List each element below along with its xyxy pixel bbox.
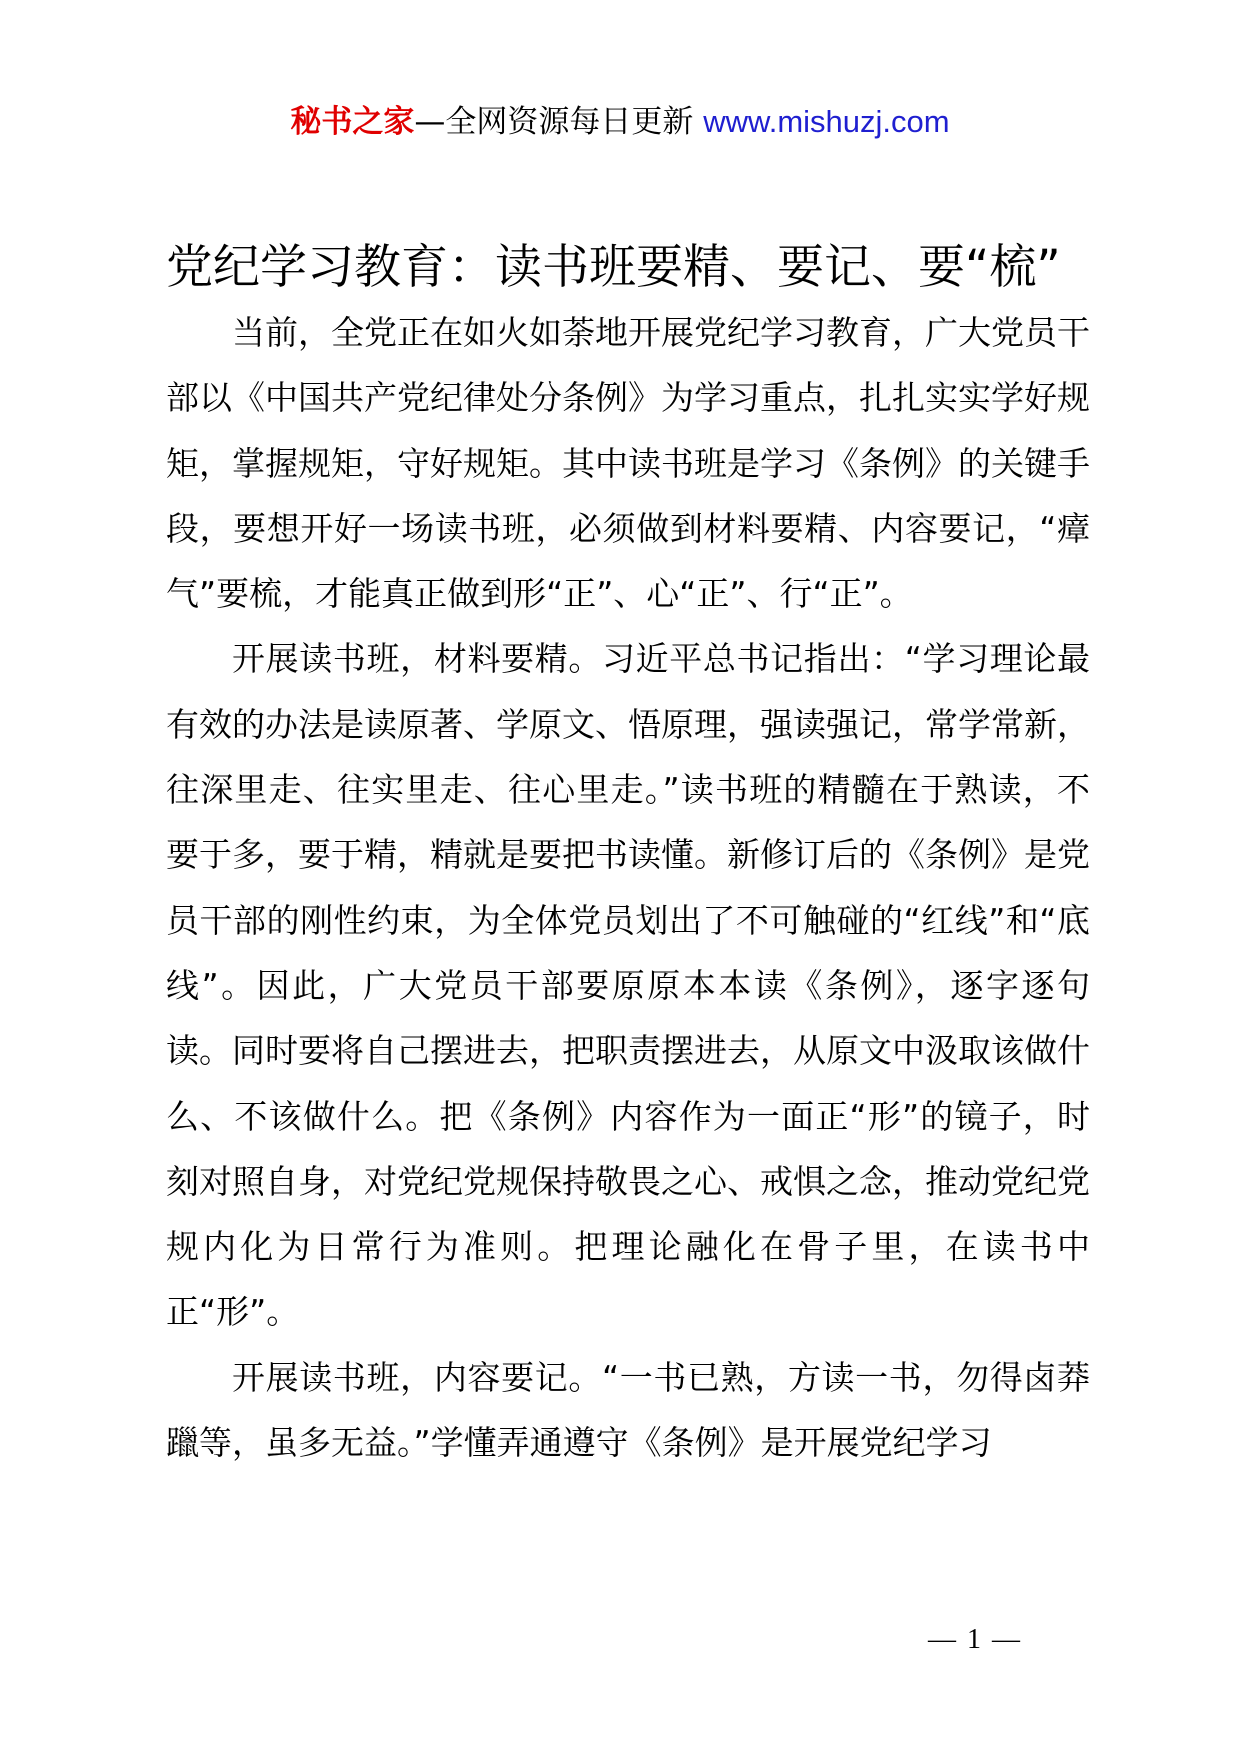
banner-brand: 秘书之家: [290, 104, 415, 140]
page-number: — 1 —: [928, 1624, 1022, 1655]
banner-tagline: —全网资源每日更新: [414, 104, 694, 140]
paragraph: 开展读书班，材料要精。习近平总书记指出：“学习理论最有效的办法是读原著、学原文、悟原理，强读强记，常学常新，往深里走、往实里走、往心里走。”读书班的精髓在于熟读，不要于多，要于精，精就是要把书读懂。新修订后的《条例》是党员干部的刚性约束，为全体党员划出了不可触碰的“红线”和“底线”。因此，广大党员干部要原原本本读《条例》，逐字逐句读。同时要将自己摆进去，把职责摆进去，从原文中汲取该做什么、不该做什么。把《条例》内容作为一面正“形”的镜子，时刻对照自身，对党纪党规保持敬畏之心、戒惧之念，推动党纪党规内化为日常行为准则。把理论融化在骨子里，在读书中正“形”。: [166, 639, 1090, 1332]
paragraph: 当前，全党正在如火如荼地开展党纪学习教育，广大党员干部以《中国共产党纪律处分条例》为学习重点，扎扎实实学好规矩，掌握规矩，守好规矩。其中读书班是学习《条例》的关键手段，要想开好一场读书班，必须做到材料要精、内容要记，“瘴气”要梳，才能真正做到形“正”、心“正”、行“正”。: [166, 313, 1090, 614]
paragraph: 开展读书班，内容要记。“一书已熟，方读一书，勿得卤莽躐等，虽多无益。”学懂弄通遵守《条例》是开展党纪学习: [166, 1357, 1090, 1463]
site-banner: [0, 100, 1240, 144]
banner-url-link[interactable]: www.mishuzj.com: [703, 104, 950, 139]
document-title: 党纪学习教育：读书班要精、要记、要“梳”: [166, 240, 1061, 295]
document-body: [166, 300, 1090, 1475]
